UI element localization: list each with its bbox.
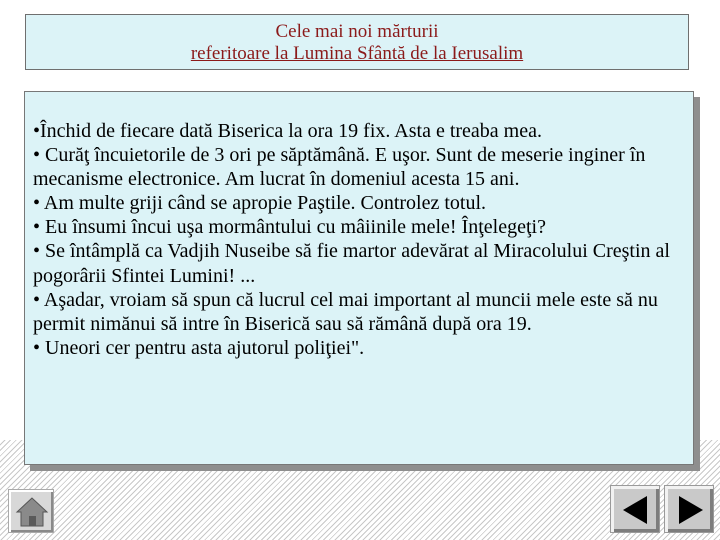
next-slide-button[interactable] <box>664 485 714 533</box>
testimony-paragraph: • Eu însumi încui uşa mormântului cu mâiinile mele! Înţelegeţi? <box>33 216 546 239</box>
testimony-paragraph: • Am multe griji când se apropie Paştile. Controlez totul. <box>33 192 487 215</box>
previous-slide-button[interactable] <box>610 485 660 533</box>
testimony-paragraph: • Se întâmplă ca Vadjih Nuseibe să fie martor adevărat al Miracolului Creştin al pogorârii Sfintei Lumini! ... <box>33 240 670 287</box>
testimony-paragraph: •Închid de fiecare dată Biserica la ora 19 fix. Asta e treaba mea. <box>33 120 542 142</box>
triangle-right-icon <box>665 486 715 534</box>
slide-title-box <box>25 14 689 70</box>
slide-title-line-1: Cele mai noi mărturii <box>275 21 439 42</box>
triangle-left-icon <box>611 486 661 534</box>
testimony-paragraph: • Uneori cer pentru asta ajutorul poliţiei". <box>33 336 365 359</box>
slide-title-line-2: referitoare la Lumina Sfântă de la Ierusalim <box>190 43 524 64</box>
house-icon <box>9 490 55 534</box>
testimony-paragraph: • Curăţ încuietorile de 3 ori pe săptămână. E uşor. Sunt de meserie inginer în mecanisme electronice. Am lucrat în domeniul acesta 15 ani. <box>33 144 646 191</box>
testimony-text-box <box>24 91 694 465</box>
testimony-paragraph: • Aşadar, vroiam să spun că lucrul cel mai important al muncii mele este să nu permit nimănui să intre în Biserică sau să rămână după ora 19. <box>33 288 658 335</box>
home-button[interactable] <box>8 489 54 533</box>
